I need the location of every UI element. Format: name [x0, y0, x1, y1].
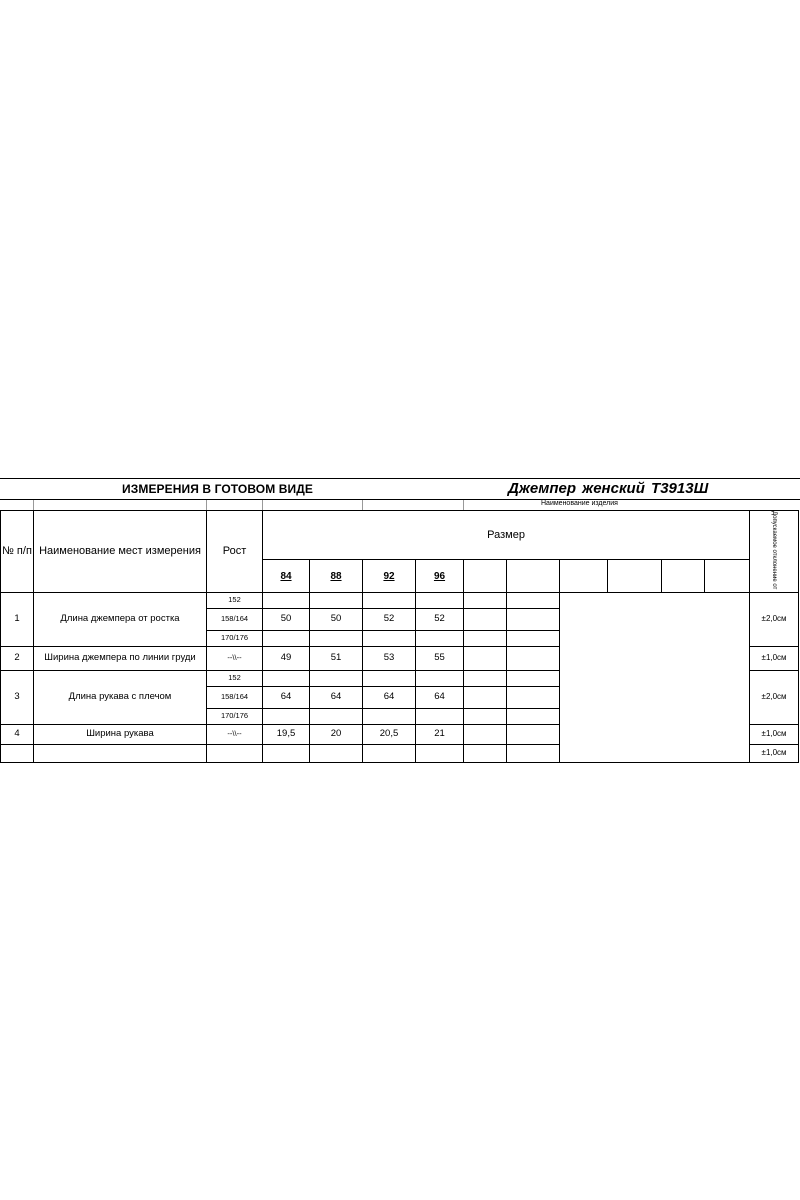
size-value: 20,5 — [363, 724, 416, 744]
measurement-name: Длина джемпера от ростка — [34, 592, 207, 646]
rost-value: 152 — [207, 592, 263, 608]
empty-cell — [507, 686, 560, 708]
size-header-2: 88 — [310, 560, 363, 593]
tolerance-value: ±2,0см — [750, 670, 799, 724]
size-value — [263, 630, 310, 646]
size-value — [416, 630, 464, 646]
col-header-tolerance — [750, 511, 799, 593]
size-value — [363, 592, 416, 608]
size-value: 64 — [263, 686, 310, 708]
size-value — [416, 592, 464, 608]
empty-cell — [464, 724, 507, 744]
empty-cell — [464, 708, 507, 724]
measurement-name: Ширина рукава — [34, 724, 207, 744]
size-value: 64 — [363, 686, 416, 708]
tolerance-value: ±1,0см — [750, 724, 799, 744]
empty-cell — [507, 744, 560, 762]
size-value: 49 — [263, 646, 310, 670]
row-number: 1 — [1, 592, 34, 646]
size-value — [416, 744, 464, 762]
tolerance-value: ±1,0см — [750, 744, 799, 762]
col-header-num: № п/п — [1, 511, 34, 593]
empty-cell — [464, 670, 507, 686]
size-value — [263, 708, 310, 724]
size-header-empty — [464, 560, 507, 593]
size-value — [310, 592, 363, 608]
size-value: 52 — [416, 608, 464, 630]
empty-cell — [507, 646, 560, 670]
col-header-name: Наименование мест измерения — [34, 511, 207, 593]
empty-cell — [464, 686, 507, 708]
sheet-title: ИЗМЕРЕНИЯ В ГОТОВОМ ВИДЕ — [122, 482, 314, 496]
row-number: 3 — [1, 670, 34, 724]
size-header-1: 84 — [263, 560, 310, 593]
size-value — [416, 708, 464, 724]
size-value — [263, 670, 310, 686]
tolerance-value: ±1,0см — [750, 646, 799, 670]
sheet-subheader — [0, 500, 800, 510]
size-value — [310, 630, 363, 646]
size-value — [263, 744, 310, 762]
size-value: 64 — [416, 686, 464, 708]
size-value — [310, 670, 363, 686]
size-value: 52 — [363, 608, 416, 630]
product-name: Джемпер женский Т3913Ш — [508, 480, 709, 497]
size-value — [263, 592, 310, 608]
empty-cell — [464, 608, 507, 630]
row-number: 4 — [1, 724, 34, 744]
empty-cell — [507, 670, 560, 686]
rost-value: 158/164 — [207, 608, 263, 630]
size-header-empty — [705, 560, 750, 593]
size-value: 20 — [310, 724, 363, 744]
size-value — [310, 708, 363, 724]
size-header-empty — [507, 560, 560, 593]
col-header-rost: Рост — [207, 511, 263, 593]
size-value — [363, 670, 416, 686]
rost-value: 158/164 — [207, 686, 263, 708]
measurement-name: Ширина джемпера по линии груди — [34, 646, 207, 670]
size-header-empty — [608, 560, 662, 593]
empty-cell — [464, 646, 507, 670]
size-value: 64 — [310, 686, 363, 708]
size-value — [363, 708, 416, 724]
measurement-sheet — [0, 478, 800, 763]
size-header-3: 92 — [363, 560, 416, 593]
size-value: 50 — [310, 608, 363, 630]
size-value: 19,5 — [263, 724, 310, 744]
rost-value — [207, 744, 263, 762]
tolerance-header-label: Допускаемое отклонение от — [771, 511, 778, 590]
measurement-name: Длина рукава с плечом — [34, 670, 207, 724]
rost-value: --\\-- — [207, 724, 263, 744]
row-number — [1, 744, 34, 762]
measurement-name — [34, 744, 207, 762]
size-header-4: 96 — [416, 560, 464, 593]
empty-cell — [507, 708, 560, 724]
size-value — [416, 670, 464, 686]
col-header-size-group: Размер — [263, 511, 750, 560]
empty-cell — [507, 608, 560, 630]
blank-area — [560, 592, 750, 762]
empty-cell — [464, 592, 507, 608]
rost-value: 170/176 — [207, 630, 263, 646]
empty-cell — [464, 744, 507, 762]
sheet-header — [0, 478, 800, 500]
size-value: 50 — [263, 608, 310, 630]
product-caption: Наименование изделия — [541, 500, 618, 507]
size-value — [363, 744, 416, 762]
rost-value: 152 — [207, 670, 263, 686]
size-value — [310, 744, 363, 762]
tolerance-value: ±2,0см — [750, 592, 799, 646]
size-header-empty — [662, 560, 705, 593]
size-value: 21 — [416, 724, 464, 744]
empty-cell — [507, 724, 560, 744]
size-header-empty — [560, 560, 608, 593]
rost-value: 170/176 — [207, 708, 263, 724]
empty-cell — [507, 592, 560, 608]
size-value: 53 — [363, 646, 416, 670]
size-value: 51 — [310, 646, 363, 670]
row-number: 2 — [1, 646, 34, 670]
empty-cell — [507, 630, 560, 646]
rost-value: --\\-- — [207, 646, 263, 670]
measurement-table — [0, 510, 799, 763]
size-value — [363, 630, 416, 646]
table-row — [1, 592, 799, 608]
size-value: 55 — [416, 646, 464, 670]
empty-cell — [464, 630, 507, 646]
